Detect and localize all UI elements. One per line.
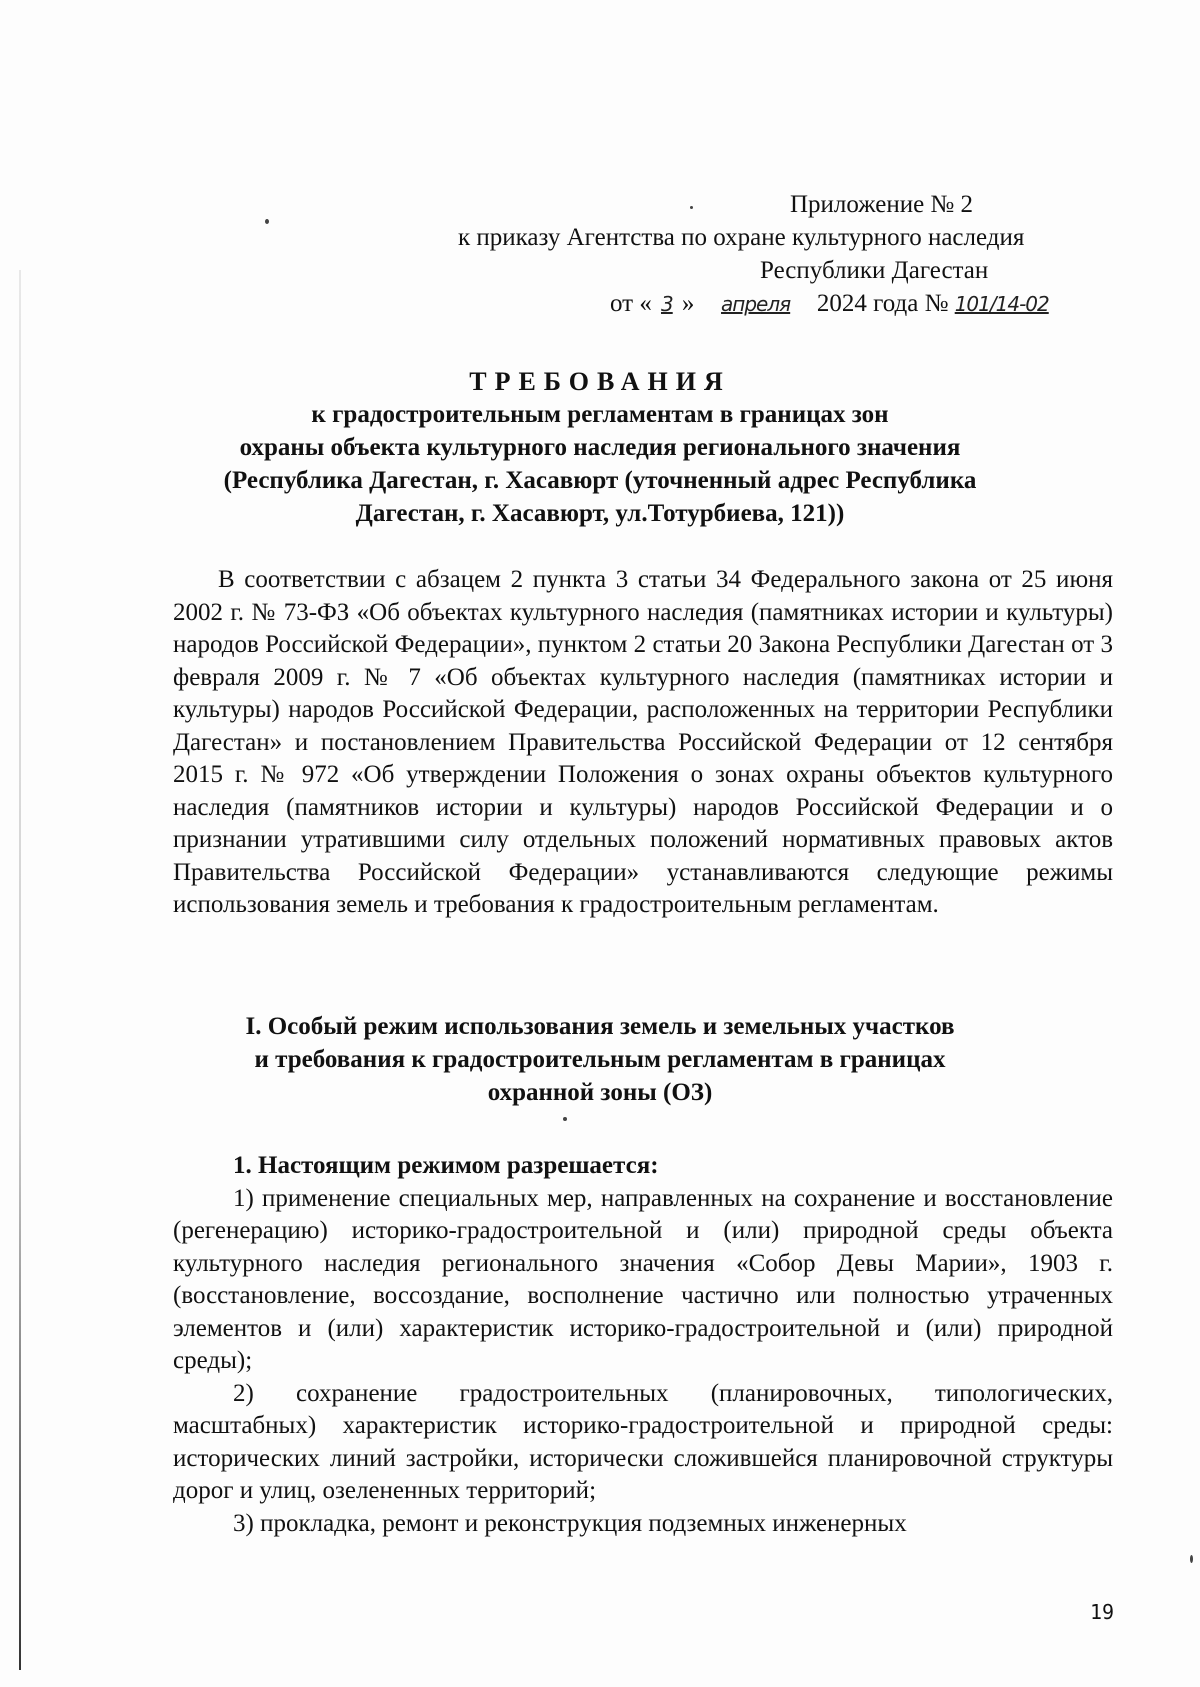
section-heading [150, 1010, 1050, 1109]
scan-speck [1190, 1555, 1193, 1563]
date-mid: » [681, 290, 695, 317]
section-line: I. Особый режим использования земель и земельных участков [245, 1013, 955, 1040]
handwritten-day: 3 [660, 292, 673, 316]
permitted-item: 1) применение специальных мер, направленных на сохранение и восстановление (регенерацию) историко-градостроительной и (или) природной среды объекта культурного наследия регионального значения «Собор Девы Марии», 1903 г. (восстановление, воссоздание, восполнение частично или полностью утраченных элементов и (или) характеристик историко-градостроительной и (или) природной среды); [173, 1184, 1113, 1374]
order-date-line [440, 287, 1120, 321]
republic-name: Республики Дагестан [760, 257, 989, 284]
intro-block [173, 564, 1113, 922]
handwritten-order-number: 101/14-02 [954, 292, 1049, 316]
appendix-number: Приложение № 2 [790, 191, 974, 218]
title-line: Дагестан, г. Хасавюрт, ул.Тотурбиева, 121)) [355, 500, 845, 527]
permitted-list [173, 1150, 1113, 1540]
date-year: 2024 года № [816, 290, 949, 317]
date-prefix: от « [610, 290, 652, 317]
order-reference: к приказу Агентства по охране культурного наследия [458, 224, 1025, 251]
handwritten-month: апреля [721, 292, 791, 316]
section-line: охранной зоны (ОЗ) [487, 1079, 713, 1106]
document-title [150, 365, 1050, 530]
title-line: (Республика Дагестан, г. Хасавюрт (уточненный адрес Республика [223, 467, 977, 494]
appendix-header [440, 188, 1120, 321]
permitted-item: 2) сохранение градостроительных (планировочных, типологических, масштабных) характеристик историко-градостроительной и природной среды: исторических линий застройки, исторически сложившейся планировочной структуры дорог и улиц, озелененных территорий; [173, 1379, 1113, 1504]
scan-speck [265, 219, 269, 224]
intro-paragraph: В соответствии с абзацем 2 пункта 3 статьи 34 Федерального закона от 25 июня 2002 г. № 73-ФЗ «Об объектах культурного наследия (памятниках истории и культуры) народов Российской Федерации», пунктом 2 статьи 20 Закона Республики Дагестан от 3 февраля 2009 г. № 7 «Об объектах культурного наследия (памятниках истории и культуры) народов Российской Федерации, расположенных на территории Республики Дагестан» и постановлением Правительства Российской Федерации от 12 сентября 2015 г. № 972 «Об утверждении Положения о зонах охраны объектов культурного наследия (памятников истории и культуры) народов Российской Федерации и о признании утратившими силу отдельных положений нормативных правовых актов Правительства Российской Федерации» устанавливаются следующие режимы использования земель и требования к градостроительным регламентам. [173, 566, 1113, 918]
page-number: 19 [1090, 1600, 1115, 1624]
title-line: охраны объекта культурного наследия регионального значения [239, 434, 961, 461]
scan-edge-line [19, 270, 21, 1670]
section-line: и требования к градостроительным регламентам в границах [254, 1046, 946, 1073]
scan-speck [563, 1117, 567, 1121]
permitted-item: 3) прокладка, ремонт и реконструкция подземных инженерных [233, 1509, 907, 1537]
permitted-lead: 1. Настоящим режимом разрешается: [233, 1152, 659, 1179]
title-word: ТРЕБОВАНИЯ [469, 367, 731, 396]
title-line: к градостроительным регламентам в границах зон [311, 401, 889, 428]
